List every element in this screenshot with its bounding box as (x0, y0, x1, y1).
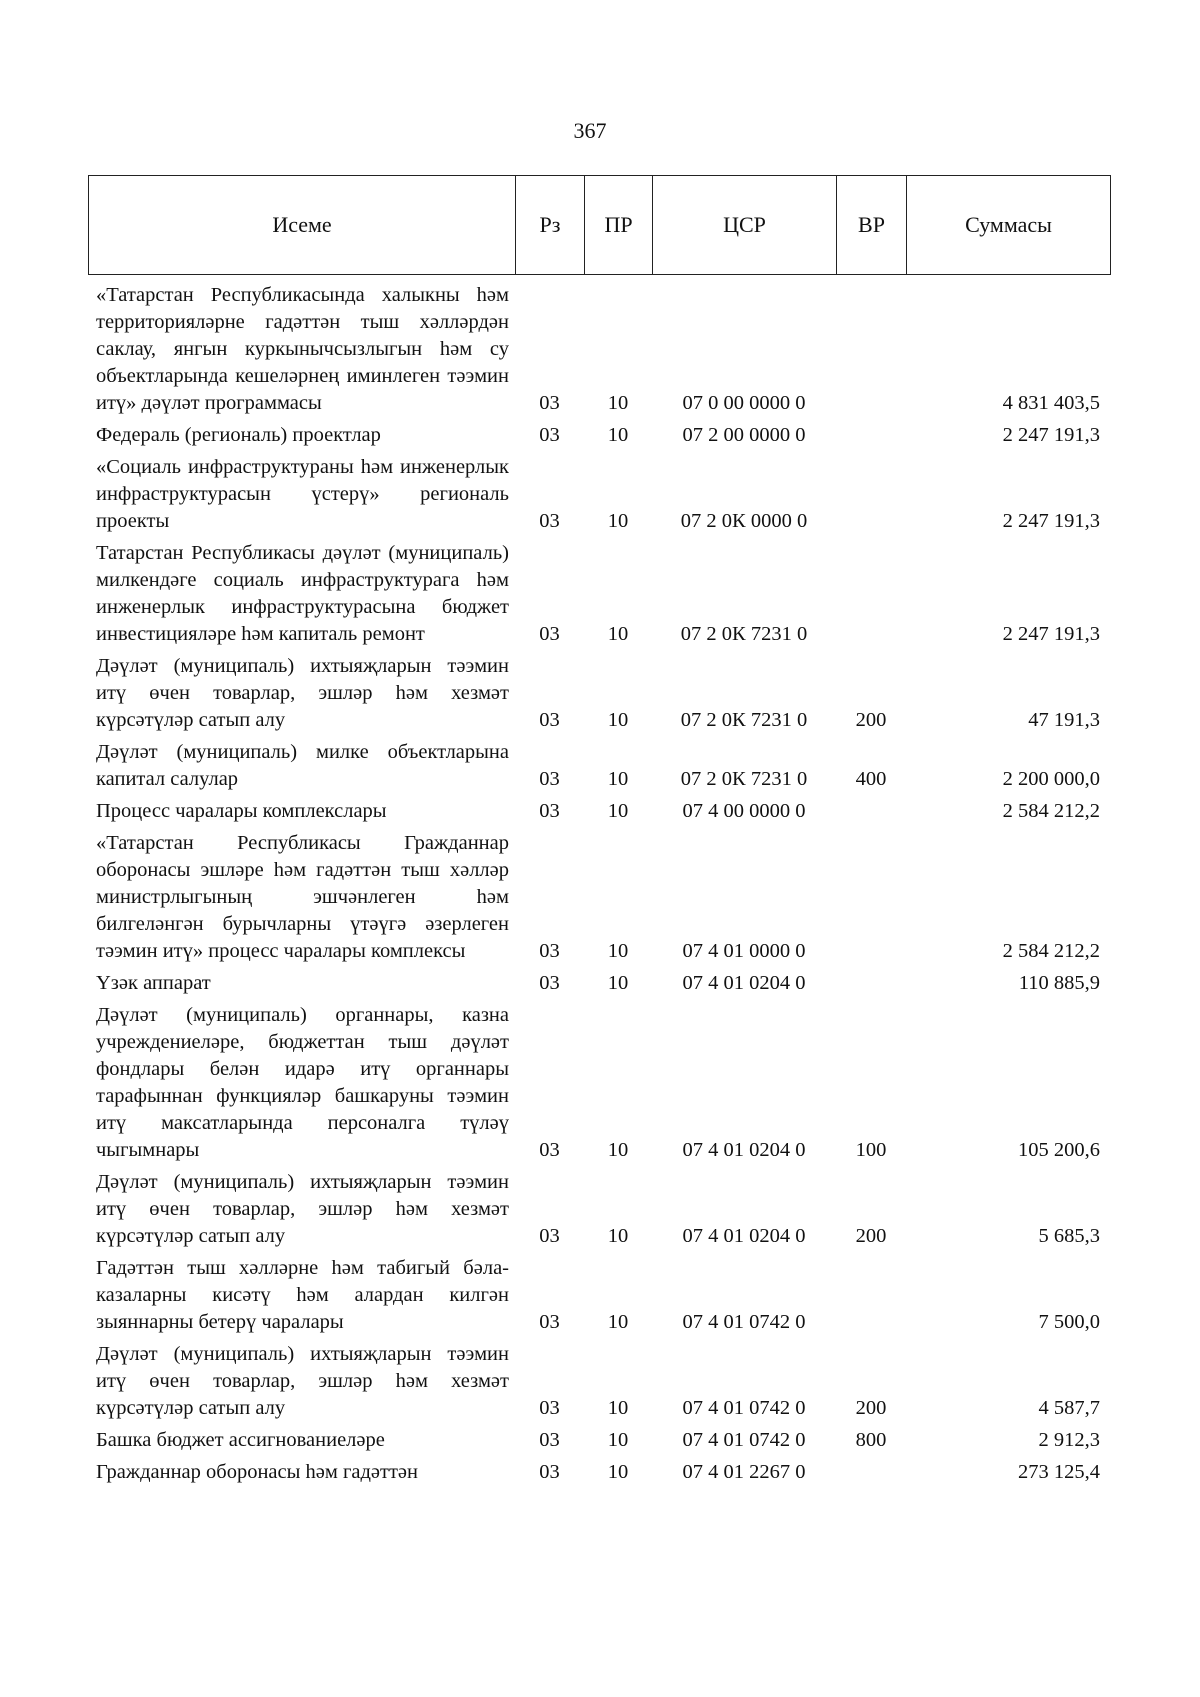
row-name-cell: Үзәк аппарат (96, 972, 211, 994)
table-row (88, 540, 1110, 648)
table-row (88, 653, 1110, 734)
row-rz-cell: 03 (539, 1225, 560, 1247)
row-pr-cell: 10 (607, 623, 629, 645)
row-rz-cell: 03 (539, 940, 560, 962)
row-csr-cell: 07 2 00 0000 0 (682, 424, 806, 446)
row-csr-cell: 07 4 01 0742 0 (682, 1397, 806, 1419)
row-csr-cell: 07 4 01 0742 0 (682, 1311, 806, 1333)
row-rz-cell: 03 (539, 1429, 560, 1451)
row-name-cell: «Татарстан Республикасында халыкны һәм территорияләрне гадәттән тыш хәлләрдән саклау, янгын куркынычсызлыгын һәм су объектларында кешеләрнең иминлеген тәэмин итү» дәүләт программасы (96, 284, 509, 414)
row-rz-cell: 03 (539, 623, 560, 645)
row-csr-cell: 07 4 01 0204 0 (682, 972, 806, 994)
column-header-sum: Суммасы (907, 176, 1111, 275)
column-header-name: Исеме (89, 176, 516, 275)
column-header-csr: ЦСР (653, 176, 837, 275)
row-csr-cell: 07 4 01 0204 0 (682, 1225, 806, 1247)
row-pr-cell: 10 (607, 510, 629, 532)
row-csr-cell: 07 4 01 0742 0 (682, 1429, 806, 1451)
row-sum-cell: 110 885,9 (1018, 972, 1100, 994)
table-row (88, 830, 1110, 965)
table-row (88, 1427, 1110, 1454)
row-sum-cell: 2 247 191,3 (1002, 424, 1100, 446)
table-row (88, 970, 1110, 997)
row-rz-cell: 03 (539, 709, 560, 731)
row-csr-cell: 07 4 01 0204 0 (682, 1139, 806, 1161)
row-sum-cell: 2 584 212,2 (1002, 800, 1100, 822)
page-number: 367 (573, 118, 607, 143)
row-vr-cell: 200 (855, 1397, 887, 1419)
column-header-vr: ВР (837, 176, 907, 275)
row-sum-cell: 2 912,3 (1038, 1429, 1100, 1451)
column-header-rz: Рз (516, 176, 585, 275)
row-rz-cell: 03 (539, 768, 560, 790)
row-rz-cell: 03 (539, 972, 560, 994)
table-row (88, 282, 1110, 417)
row-vr-cell: 800 (855, 1429, 887, 1451)
table-row (88, 798, 1110, 825)
row-pr-cell: 10 (607, 800, 629, 822)
table-body (88, 282, 1110, 1491)
row-pr-cell: 10 (607, 1139, 629, 1161)
row-sum-cell: 47 191,3 (1028, 709, 1100, 731)
row-name-cell: Татарстан Республикасы дәүләт (муниципаль) милкендәге социаль инфраструктурага һәм инженерлык инфраструктурасына бюджет инвестицияләре һәм капиталь ремонт (96, 542, 509, 645)
row-name-cell: Дәүләт (муниципаль) ихтыяҗларын тәэмин итү өчен товарлар, эшләр һәм хезмәт күрсәтүләр сатып алу (96, 655, 509, 731)
row-name-cell: Гадәттән тыш хәлләрне һәм табигый бәла-казаларны кисәтү һәм алардан килгән зыяннарны бетерү чаралары (96, 1257, 509, 1333)
row-sum-cell: 2 247 191,3 (1002, 510, 1100, 532)
row-rz-cell: 03 (539, 510, 560, 532)
table-row (88, 1002, 1110, 1164)
row-pr-cell: 10 (607, 1461, 629, 1483)
row-pr-cell: 10 (607, 709, 629, 731)
table-row (88, 1169, 1110, 1250)
row-rz-cell: 03 (539, 1139, 560, 1161)
row-csr-cell: 07 0 00 0000 0 (682, 392, 806, 414)
row-sum-cell: 105 200,6 (1018, 1139, 1100, 1161)
table-row (88, 1255, 1110, 1336)
row-pr-cell: 10 (607, 1429, 629, 1451)
row-sum-cell: 5 685,3 (1038, 1225, 1100, 1247)
row-name-cell: «Татарстан Республикасы Гражданнар оборонасы эшләре һәм гадәттән тыш хәлләр министрлыгының эшчәнлеген һәм билгеләнгән бурычларны үтәүгә әзерлеген тәэмин итү» процесс чаралары комплексы (96, 832, 509, 962)
row-pr-cell: 10 (607, 424, 629, 446)
row-rz-cell: 03 (539, 1397, 560, 1419)
row-name-cell: Процесс чаралары комплекслары (96, 800, 387, 822)
table-row (88, 1459, 1110, 1486)
row-name-cell: Дәүләт (муниципаль) милке объектларына капитал салулар (96, 741, 509, 790)
row-sum-cell: 273 125,4 (1018, 1461, 1100, 1483)
row-name-cell: «Социаль инфраструктураны һәм инженерлык инфраструктурасын үстерү» региональ проекты (96, 456, 509, 532)
table-row (88, 1341, 1110, 1422)
row-pr-cell: 10 (607, 1397, 629, 1419)
row-name-cell: Дәүләт (муниципаль) ихтыяҗларын тәэмин итү өчен товарлар, эшләр һәм хезмәт күрсәтүләр сатып алу (96, 1343, 509, 1419)
row-sum-cell: 4 587,7 (1038, 1397, 1100, 1419)
row-name-cell: Дәүләт (муниципаль) органнары, казна учреждениеләре, бюджеттан тыш дәүләт фондлары белән идарә итү органнары тарафыннан функцияләр башкаруны тәэмин итү максатларында персоналга түләү чыгымнары (96, 1004, 509, 1161)
row-vr-cell: 200 (855, 1225, 887, 1247)
row-sum-cell: 2 200 000,0 (1002, 768, 1100, 790)
row-rz-cell: 03 (539, 424, 560, 446)
row-rz-cell: 03 (539, 392, 560, 414)
table-header (88, 175, 1111, 275)
row-pr-cell: 10 (607, 1311, 629, 1333)
row-name-cell: Гражданнар оборонасы һәм гадәттән (96, 1461, 418, 1483)
row-csr-cell: 07 4 01 2267 0 (682, 1461, 806, 1483)
row-name-cell: Дәүләт (муниципаль) ихтыяҗларын тәэмин итү өчен товарлар, эшләр һәм хезмәт күрсәтүләр сатып алу (96, 1171, 509, 1247)
table-row (88, 454, 1110, 535)
row-csr-cell: 07 4 01 0000 0 (682, 940, 806, 962)
row-pr-cell: 10 (607, 940, 629, 962)
row-csr-cell: 07 2 0К 0000 0 (680, 510, 808, 532)
row-sum-cell: 2 247 191,3 (1002, 623, 1100, 645)
row-vr-cell: 200 (855, 709, 887, 731)
row-pr-cell: 10 (607, 392, 629, 414)
row-pr-cell: 10 (607, 972, 629, 994)
row-name-cell: Федераль (региональ) проектлар (96, 424, 381, 446)
row-csr-cell: 07 2 0К 7231 0 (680, 623, 808, 645)
table-row (88, 739, 1110, 793)
row-vr-cell: 400 (855, 768, 887, 790)
row-sum-cell: 2 584 212,2 (1002, 940, 1100, 962)
row-rz-cell: 03 (539, 800, 560, 822)
row-pr-cell: 10 (607, 768, 629, 790)
row-csr-cell: 07 2 0К 7231 0 (680, 768, 808, 790)
row-vr-cell: 100 (855, 1139, 887, 1161)
table-row (88, 422, 1110, 449)
row-rz-cell: 03 (539, 1461, 560, 1483)
row-sum-cell: 4 831 403,5 (1002, 392, 1100, 414)
row-pr-cell: 10 (607, 1225, 629, 1247)
column-header-pr: ПР (585, 176, 653, 275)
row-name-cell: Башка бюджет ассигнованиеләре (96, 1429, 385, 1451)
row-rz-cell: 03 (539, 1311, 560, 1333)
row-sum-cell: 7 500,0 (1038, 1311, 1100, 1333)
row-csr-cell: 07 4 00 0000 0 (682, 800, 806, 822)
row-csr-cell: 07 2 0К 7231 0 (680, 709, 808, 731)
